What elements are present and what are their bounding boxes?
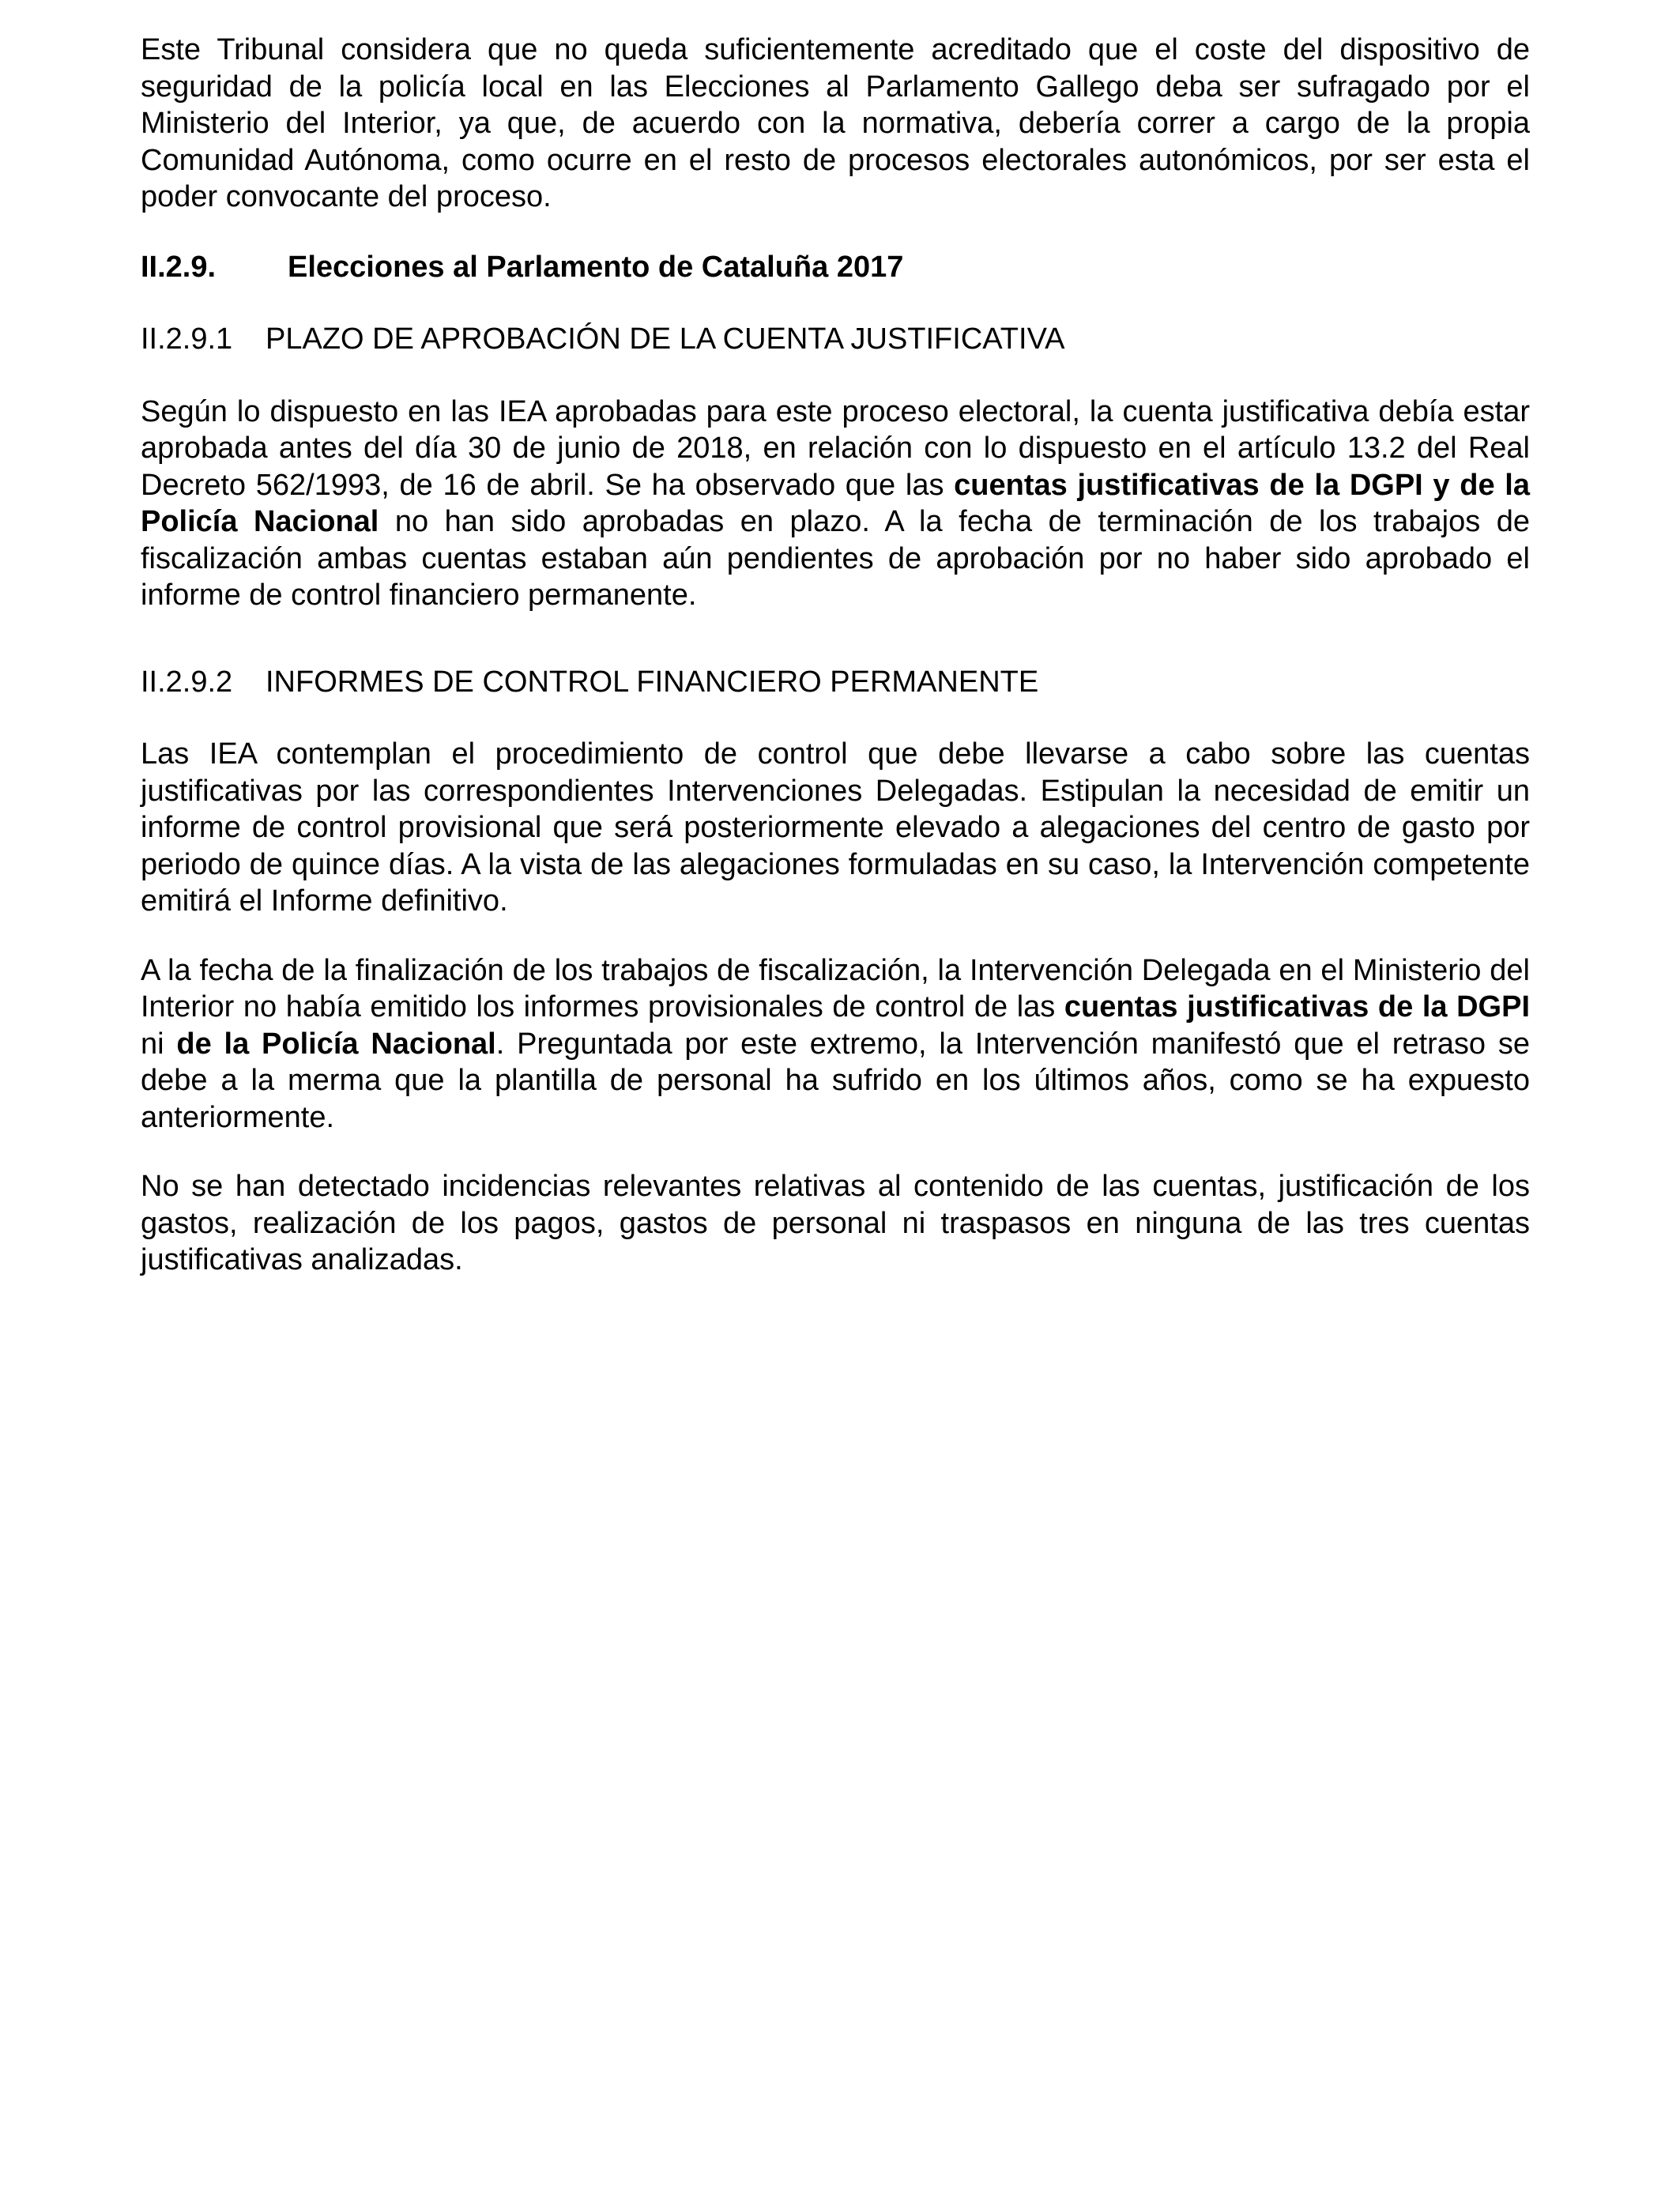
bold-run: cuentas justificativas de la DGPI	[1064, 990, 1531, 1023]
subsection-number: II.2.9.1	[141, 322, 233, 356]
bold-run: de la Policía Nacional	[176, 1027, 496, 1061]
text-run: ni	[141, 1027, 177, 1061]
paragraph-fiscalizacion	[141, 952, 1530, 1137]
document-page	[141, 32, 1530, 1279]
subsection-heading-plazo	[141, 321, 1530, 358]
text-run: A la fecha de la finalización de los trabajos de fiscalización, la Intervención Delegada en el Ministerio del Interior no había emitido los informes provisionales de control de las	[141, 953, 1530, 1023]
section-heading	[141, 249, 1530, 286]
paragraph-incidencias: No se han detectado incidencias relevantes relativas al contenido de las cuentas, justificación de los gastos, realización de los pagos, gastos de personal ni traspasos en ninguna de las tres cuentas justificativas analizadas.	[141, 1170, 1530, 1276]
subsection-heading-informes	[141, 664, 1530, 701]
section-number: II.2.9.	[141, 250, 217, 284]
section-title: Elecciones al Parlamento de Cataluña 2017	[288, 250, 904, 284]
subsection-title: PLAZO DE APROBACIÓN DE LA CUENTA JUSTIFICATIVA	[266, 322, 1065, 356]
subsection-title: INFORMES DE CONTROL FINANCIERO PERMANENTE	[266, 665, 1039, 699]
paragraph-procedimiento: Las IEA contemplan el procedimiento de control que debe llevarse a cabo sobre las cuentas justificativas por las correspondientes Intervenciones Delegadas. Estipulan la necesidad de emitir un informe de control provisional que será posteriormente elevado a alegaciones del centro de gasto por periodo de quince días. A la vista de las alegaciones formuladas en su caso, la Intervención competente emitirá el Informe definitivo.	[141, 737, 1530, 918]
subsection-number: II.2.9.2	[141, 665, 233, 699]
paragraph-plazo	[141, 394, 1530, 614]
paragraph-intro: Este Tribunal considera que no queda suficientemente acreditado que el coste del dispositivo de seguridad de la policía local en las Elecciones al Parlamento Gallego deba ser sufragado por el Ministerio del Interior, ya que, de acuerdo con la normativa, debería correr a cargo de la propia Comunidad Autónoma, como ocurre en el resto de procesos electorales autonómicos, por ser esta el poder convocante del proceso.	[141, 33, 1530, 213]
text-run: . Preguntada por este extremo, la Intervención manifestó que el retraso se debe a la merma que la plantilla de personal ha sufrido en los últimos años, como se ha expuesto anteriormente.	[141, 1027, 1530, 1134]
text-run: no han sido aprobadas en plazo. A la fecha de terminación de los trabajos de fiscalización ambas cuentas estaban aún pendientes de aprobación por no haber sido aprobado el informe de control financiero permanente.	[141, 505, 1530, 612]
bold-run: cuentas justificativas de la DGPI y de la Policía Nacional	[141, 468, 1530, 538]
text-run: Según lo dispuesto en las IEA aprobadas para este proceso electoral, la cuenta justificativa debía estar aprobada antes del día 30 de junio de 2018, en relación con lo dispuesto en el artículo 13.2 del Real Decreto 562/1993, de 16 de abril. Se ha observado que las	[141, 394, 1530, 502]
